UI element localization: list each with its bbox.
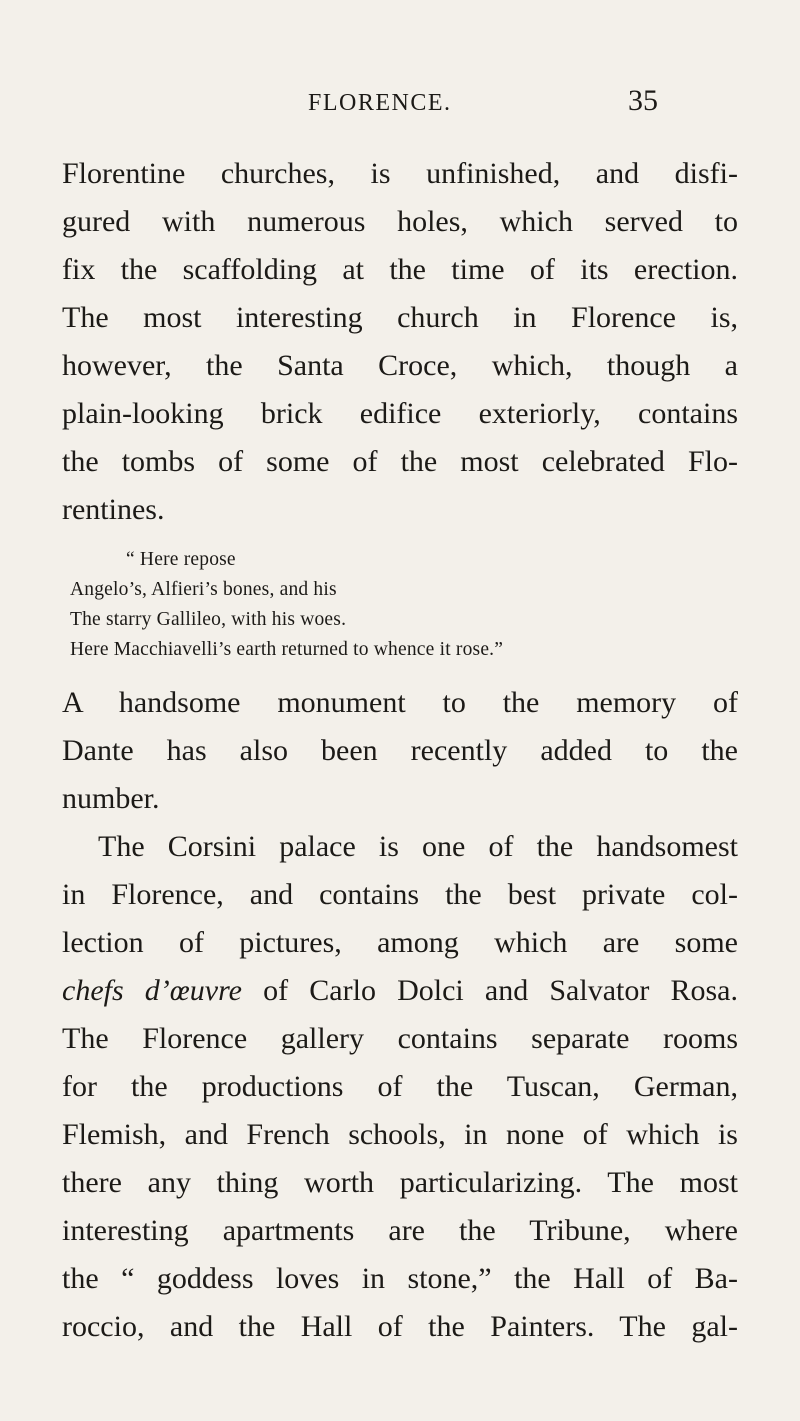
verse-line: Angelo’s, Alfieri’s bones, and his bbox=[70, 579, 337, 600]
text-line: The most interesting church in Florence is, bbox=[62, 301, 738, 334]
verse-line: The starry Gallileo, with his woes. bbox=[70, 609, 347, 630]
text-line: lection of pictures, among which are some bbox=[62, 926, 738, 959]
body-text bbox=[62, 150, 738, 1351]
text-line: there any thing worth particularizing. The most bbox=[62, 1166, 738, 1199]
text-line: the tombs of some of the most celebrated Flo- bbox=[62, 445, 738, 478]
verse-line: “ Here repose bbox=[126, 549, 236, 570]
text-line: however, the Santa Croce, which, though a bbox=[62, 349, 738, 382]
text-line: The Corsini palace is one of the handsomest bbox=[98, 830, 738, 863]
page-number: 35 bbox=[628, 84, 658, 117]
text-line bbox=[62, 967, 738, 1015]
verse-line: Here Macchiavelli’s earth returned to whence it rose.” bbox=[70, 639, 504, 660]
running-head-title: FLORENCE. bbox=[308, 90, 452, 116]
text-line: in Florence, and contains the best private col- bbox=[62, 878, 738, 911]
text-line: for the productions of the Tuscan, German, bbox=[62, 1070, 738, 1103]
text-line: plain-looking brick edifice exteriorly, contains bbox=[62, 397, 738, 430]
line-rest: of Carlo Dolci and Salvator Rosa. bbox=[242, 974, 738, 1007]
paragraph-3 bbox=[62, 823, 738, 1351]
paragraph-2 bbox=[62, 679, 738, 823]
text-line: gured with numerous holes, which served to bbox=[62, 205, 738, 238]
text-line: Florentine churches, is unfinished, and disfi- bbox=[62, 157, 738, 190]
italic-phrase: chefs d’œuvre bbox=[62, 974, 242, 1007]
text-line: Dante has also been recently added to the bbox=[62, 734, 738, 767]
text-line: roccio, and the Hall of the Painters. The gal- bbox=[62, 1310, 738, 1343]
text-line: rentines. bbox=[62, 493, 165, 526]
text-line: fix the scaffolding at the time of its erection. bbox=[62, 253, 738, 286]
text-line: the “ goddess loves in stone,” the Hall of Ba- bbox=[62, 1262, 738, 1295]
text-line: interesting apartments are the Tribune, where bbox=[62, 1214, 738, 1247]
text-line: number. bbox=[62, 782, 160, 815]
text-line: The Florence gallery contains separate rooms bbox=[62, 1022, 738, 1055]
text-line: A handsome monument to the memory of bbox=[62, 686, 738, 719]
verse-quotation bbox=[62, 545, 738, 665]
text-line: Flemish, and French schools, in none of which is bbox=[62, 1118, 738, 1151]
paragraph-1 bbox=[62, 150, 738, 534]
